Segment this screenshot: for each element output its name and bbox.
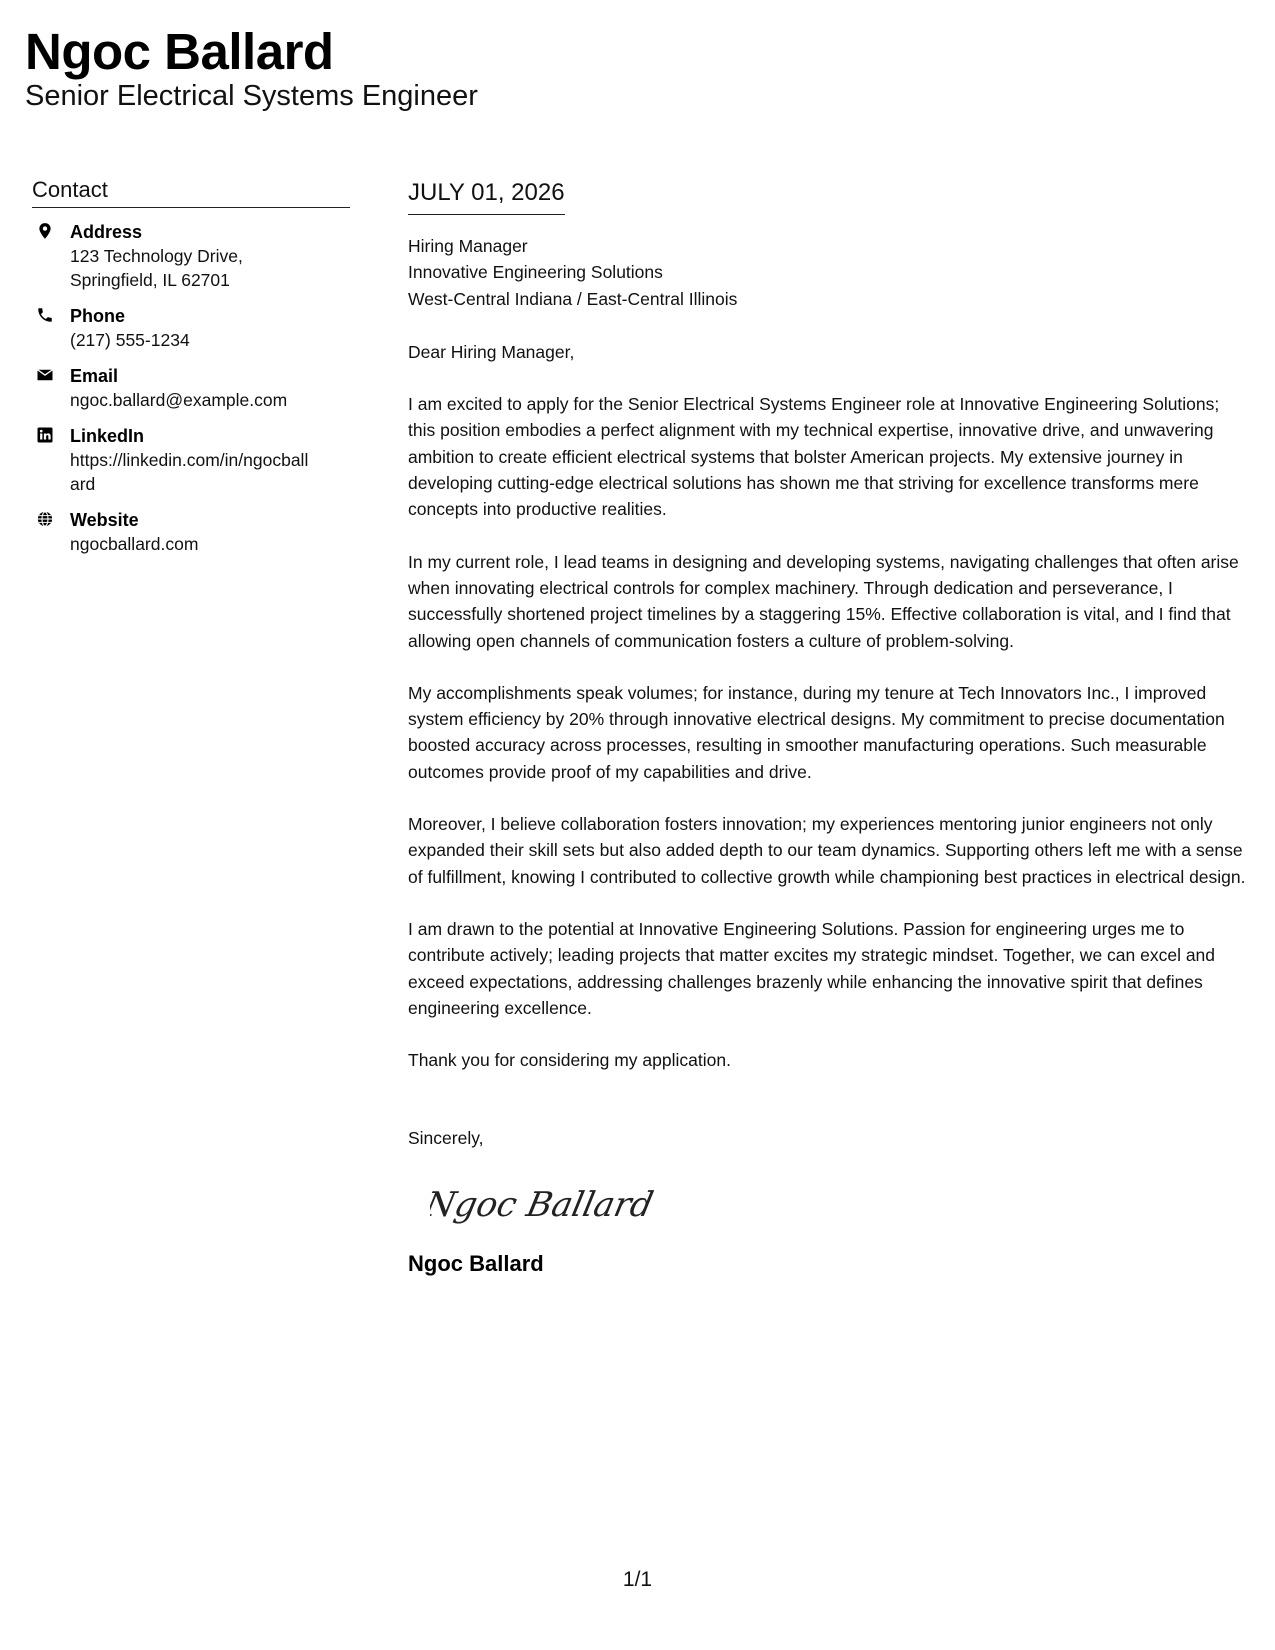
phone-value bbox=[70, 328, 350, 352]
contact-item-email bbox=[32, 364, 350, 412]
contact-item-phone bbox=[32, 304, 350, 352]
envelope-icon bbox=[36, 366, 54, 384]
contact-item-linkedin bbox=[32, 424, 350, 496]
linkedin-line-2[interactable]: ard bbox=[70, 474, 96, 494]
recipient-line: Hiring Manager bbox=[408, 236, 528, 256]
address-line-1: 123 Technology Drive, bbox=[70, 246, 243, 266]
email-value[interactable] bbox=[70, 388, 350, 412]
contact-label: Address bbox=[70, 222, 143, 242]
body-paragraph: I am drawn to the potential at Innovative Engineering Solutions. Passion for engineering urges me to contribute actively; leading projects that matter excites my strategic mindset. Together, we can excel and exceed expectations, addressing challenges brazenly while enhancing the innovative spirit that defines engineering excellence. bbox=[408, 918, 1216, 1018]
address-value bbox=[70, 244, 350, 292]
contact-sidebar bbox=[32, 176, 350, 568]
linkedin-value[interactable] bbox=[70, 448, 350, 496]
contact-label: Website bbox=[70, 510, 139, 530]
page-number: 1/1 bbox=[622, 1568, 653, 1591]
signature-image bbox=[430, 1174, 660, 1234]
website-line[interactable]: ngocballard.com bbox=[70, 534, 199, 554]
linkedin-icon bbox=[36, 426, 54, 444]
body-paragraph: My accomplishments speak volumes; for instance, during my tenure at Tech Innovators Inc., I improved system efficiency by 20% through innovative electrical designs. My commitment to precise documentation boosted accuracy across processes, resulting in smoother manufacturing operations. Such measurable outcomes provide proof of my capabilities and drive. bbox=[408, 682, 1225, 782]
recipient-line: West-Central Indiana / East-Central Illinois bbox=[408, 288, 738, 309]
signature-name: Ngoc Ballard bbox=[408, 1250, 544, 1276]
recipient-line: Innovative Engineering Solutions bbox=[408, 262, 663, 283]
handwritten-signature bbox=[430, 1174, 1248, 1234]
contact-label: Email bbox=[70, 366, 119, 386]
website-value[interactable] bbox=[70, 532, 350, 556]
body-paragraph: In my current role, I lead teams in designing and developing systems, navigating challenges that often arise when innovating electrical controls for complex machinery. Through dedication and perseverance, I successfully shortened project timelines by a staggering 15%. Effective collaboration is vital, and I find that allowing open channels of communication fosters a culture of problem-solving. bbox=[408, 551, 1239, 651]
email-line[interactable]: ngoc.ballard@example.com bbox=[70, 390, 288, 410]
phone-icon bbox=[36, 306, 54, 324]
applicant-title: Senior Electrical Systems Engineer bbox=[25, 80, 478, 112]
address-line-2: Springfield, IL 62701 bbox=[70, 270, 230, 290]
applicant-name: Ngoc Ballard bbox=[25, 23, 334, 80]
contact-item-address bbox=[32, 220, 350, 292]
recipient-block bbox=[408, 233, 1248, 312]
contact-label: LinkedIn bbox=[70, 426, 145, 446]
signoff: Sincerely, bbox=[408, 1128, 484, 1149]
contact-heading: Contact bbox=[32, 176, 350, 208]
closing-line: Thank you for considering my application. bbox=[408, 1050, 731, 1071]
contact-item-website bbox=[32, 508, 350, 556]
salutation: Dear Hiring Manager, bbox=[408, 341, 575, 362]
phone-line: (217) 555-1234 bbox=[70, 330, 190, 350]
globe-icon bbox=[36, 510, 54, 528]
linkedin-line-1[interactable]: https://linkedin.com/in/ngocball bbox=[70, 450, 309, 470]
letter-body bbox=[408, 176, 1248, 1278]
contact-label: Phone bbox=[70, 306, 126, 326]
body-paragraph: Moreover, I believe collaboration fosters innovation; my experiences mentoring junior engineers not only expanded their skill sets but also added depth to our team dynamics. Supporting others left me with a sense of fulfillment, knowing I contributed to collective growth while championing best practices in electrical design. bbox=[408, 814, 1246, 887]
signature-text: Ngoc Ballard bbox=[430, 1185, 657, 1225]
letter-header bbox=[25, 22, 478, 112]
location-pin-icon bbox=[36, 222, 54, 240]
body-paragraph: I am excited to apply for the Senior Electrical Systems Engineer role at Innovative Engineering Solutions; this position embodies a perfect alignment with my technical expertise, innovative drive, and unwavering ambition to create efficient electrical systems that bolster American projects. My extensive journey in developing cutting-edge electrical solutions has shown me that striving for excellence transforms mere concepts into productive realities. bbox=[408, 394, 1220, 520]
letter-date: JULY 01, 2026 bbox=[408, 176, 565, 215]
